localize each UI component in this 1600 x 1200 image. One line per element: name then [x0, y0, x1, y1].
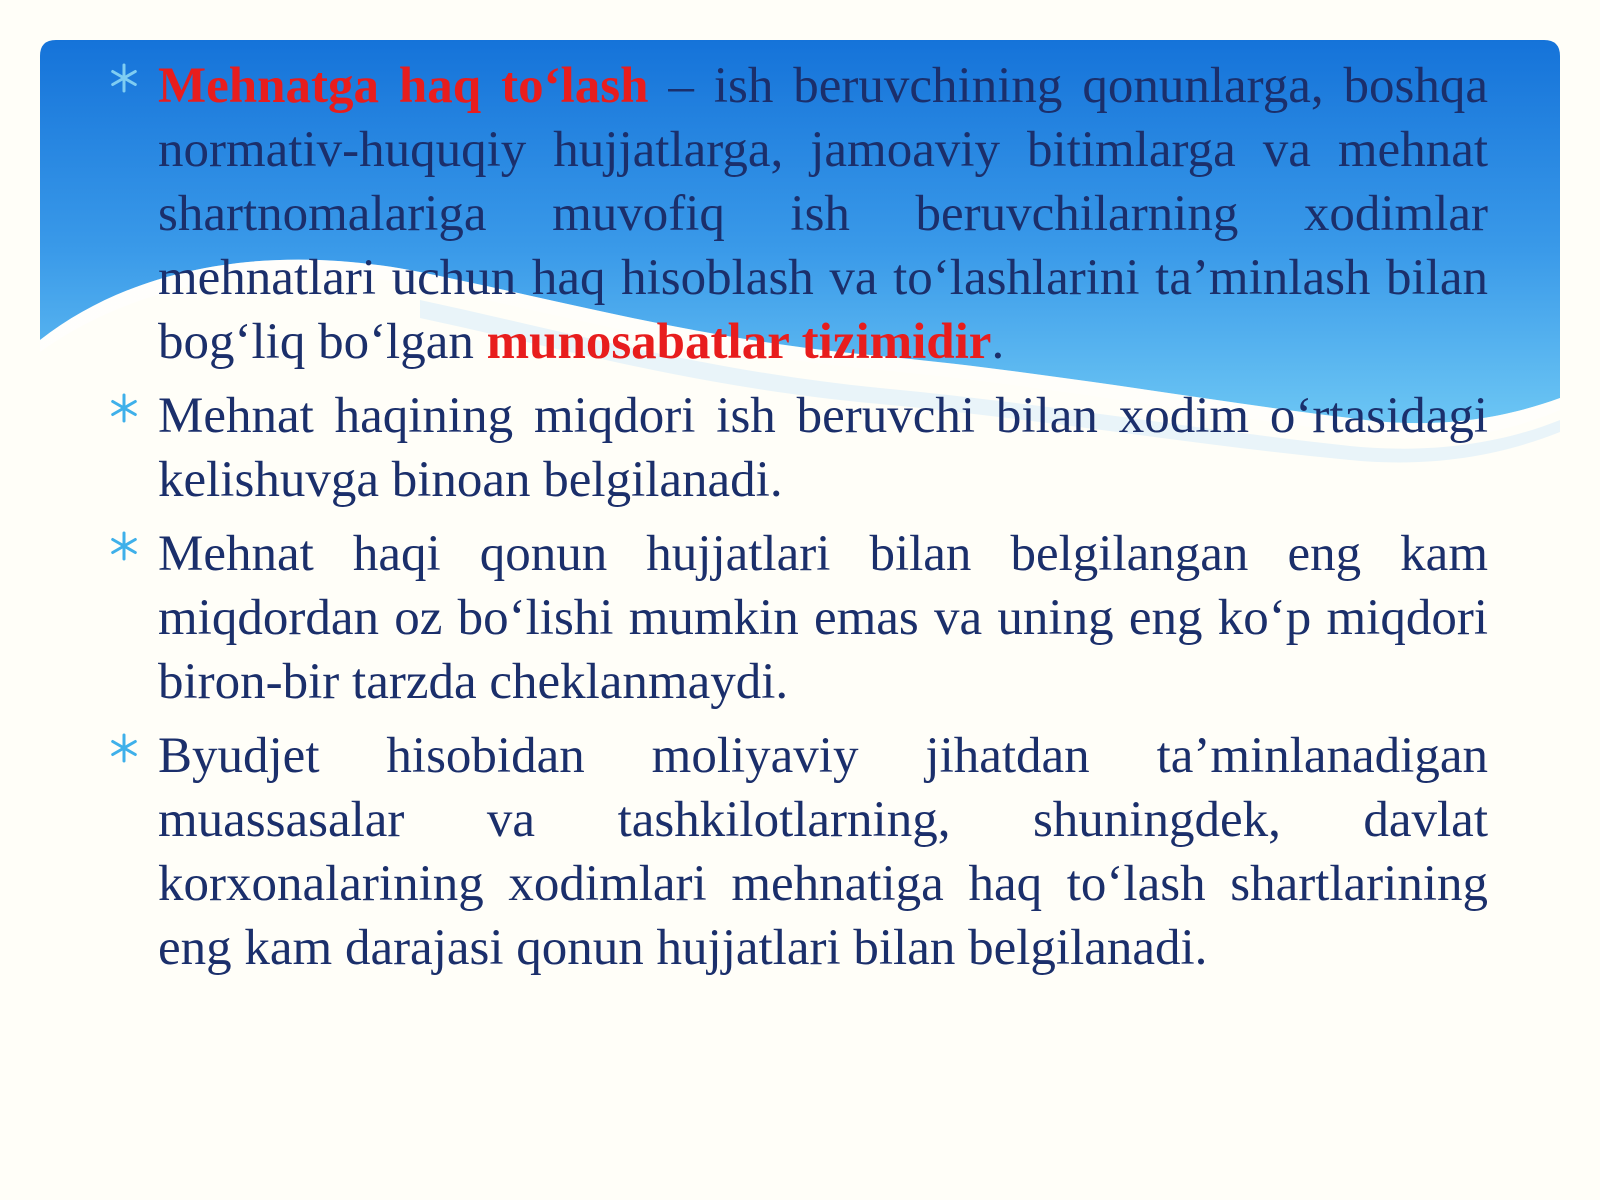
bullet-text: Mehnat haqi qonun hujjatlari bilan belgilangan eng kam miqdordan oz bo‘lishi mumkin emas va uning eng ko‘p miqdori biron-bir tarzda cheklanmaydi. [158, 526, 1488, 710]
star-bullet-icon [108, 732, 140, 764]
term-highlight: Mehnatga haq to‘lash [158, 58, 649, 114]
star-bullet-icon [108, 530, 140, 562]
bullet-list [108, 54, 1488, 990]
bullet-text: Byudjet hisobidan moliyaviy jihatdan ta’minlanadigan muassasalar va tashkilotlarning, shuningdek, davlat korxonalarining xodimlari mehnatiga haq to‘lash shartlarining eng kam darajasi qonun hujjatlari bilan belgilanadi. [158, 728, 1488, 976]
list-item [108, 522, 1488, 714]
list-item [108, 54, 1488, 374]
list-item [108, 724, 1488, 980]
bullet-text-end: . [991, 314, 1005, 370]
bullet-text: Mehnat haqining miqdori ish beruvchi bilan xodim o‘rtasidagi kelishuvga binoan belgilanadi. [158, 388, 1488, 508]
star-bullet-icon [108, 62, 140, 94]
list-item [108, 384, 1488, 512]
star-bullet-icon [108, 392, 140, 424]
emphasis-highlight: munosabatlar tizimidir [486, 314, 992, 370]
bullet-text: – ish beruvchining qonunlarga, boshqa normativ-huquqiy hujjatlarga, jamoaviy bitimlarga va mehnat shartnomalariga muvofiq ish beruvchilarning xodimlar mehnatlari uchun haq hisoblash va to‘lashlarini ta’minlash bilan bog‘liq bo‘lgan [158, 58, 1489, 370]
